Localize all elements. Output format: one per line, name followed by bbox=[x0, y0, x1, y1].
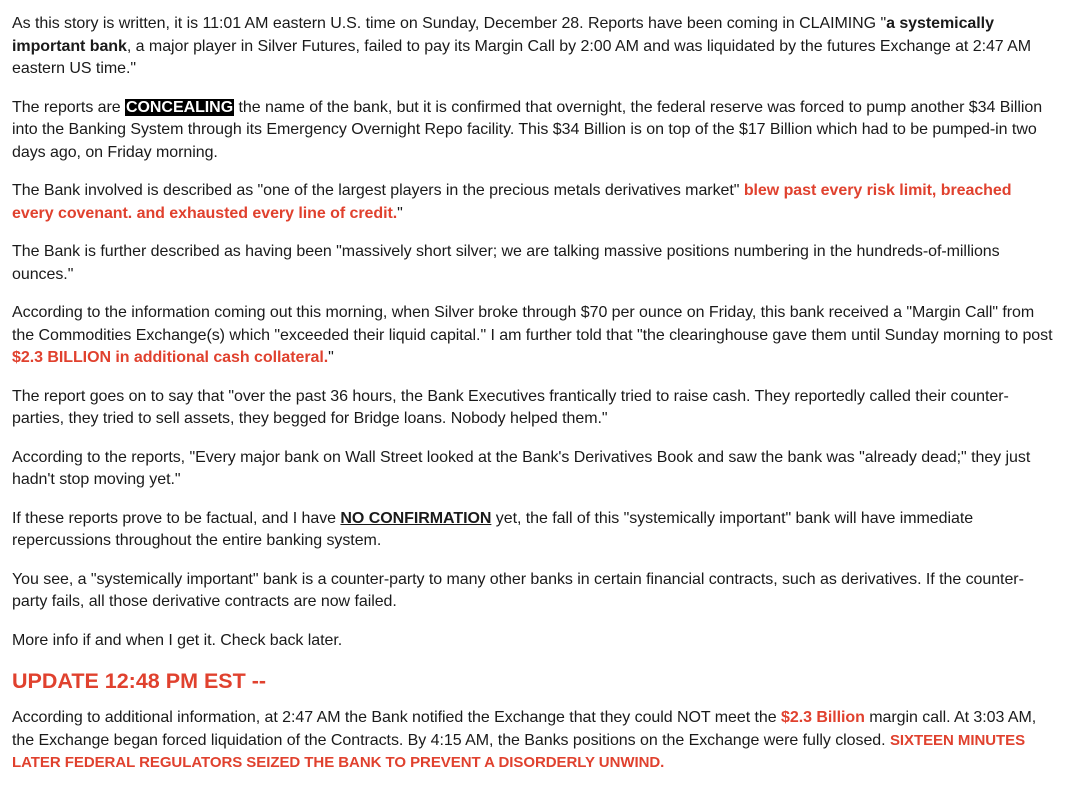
paragraph-concealing bbox=[12, 97, 1056, 165]
paragraph-counter-party: You see, a "systemically important" bank is a counter-party to many other banks in certain financial contracts, such as derivatives. If the counter-party fails, all those derivative contracts are now failed. bbox=[12, 570, 1024, 610]
paragraph-text: " bbox=[328, 349, 334, 366]
paragraph-update bbox=[12, 707, 1056, 775]
paragraph-short-silver: The Bank is further described as having been "massively short silver; we are talking massive positions numbering in the hundreds-of-millions ounces." bbox=[12, 243, 1000, 283]
paragraph-margin-call bbox=[12, 302, 1056, 370]
emphasis-bold: a systemically important bank bbox=[12, 15, 994, 55]
paragraph-bank-involved bbox=[12, 180, 1056, 225]
highlight-inverse: CONCEALING bbox=[126, 98, 234, 116]
paragraph-no-confirmation bbox=[12, 508, 1056, 553]
emphasis-red: $2.3 BILLION in additional cash collateral. bbox=[12, 349, 329, 366]
paragraph-text: As this story is written, it is 11:01 AM eastern U.S. time on Sunday, December 28. Reports have been coming in CLAIMING " bbox=[12, 15, 887, 32]
paragraph-text: The reports are bbox=[12, 98, 126, 116]
paragraph-wall-street: According to the reports, "Every major bank on Wall Street looked at the Bank's Derivatives Book and saw the bank was "already dead;" they just hadn't stop moving yet." bbox=[12, 448, 1031, 488]
paragraph-text: " bbox=[397, 204, 403, 222]
paragraph-text: margin call. At 3:03 AM, the Exchange began forced liquidation of the Contracts. By 4:15 AM, the Banks positions on the Exchange were fully closed. bbox=[12, 709, 1037, 749]
paragraph-more-info: More info if and when I get it. Check back later. bbox=[12, 631, 343, 649]
emphasis-red-caps: SIXTEEN MINUTES LATER FEDERAL REGULATORS SEIZED THE BANK TO PREVENT A DISORDERLY UNWIND. bbox=[12, 731, 1026, 771]
paragraph-intro bbox=[12, 13, 1056, 81]
emphasis-underline: NO CONFIRMATION bbox=[340, 509, 492, 527]
paragraph-text: According to additional information, at 2:47 AM the Bank notified the Exchange that they could NOT meet the bbox=[12, 709, 781, 726]
paragraph-text: According to the information coming out this morning, when Silver broke through $70 per ounce on Friday, this bank received a "Margin Call" from the Commodities Exchange(s) which "exceeded their liquid capital." I am further told that "the clearinghouse gave them until Sunday morning to post bbox=[12, 304, 1053, 344]
paragraph-raise-cash: The report goes on to say that "over the past 36 hours, the Bank Executives frantically tried to raise cash. They reportedly called their counter-parties, they tried to sell assets, they begged for Bridge loans. Nobody helped them." bbox=[12, 387, 1009, 427]
emphasis-red: $2.3 Billion bbox=[781, 709, 865, 726]
emphasis-red: blew past every risk limit, breached every covenant. and exhausted every line of credit. bbox=[12, 182, 1012, 222]
paragraph-text: If these reports prove to be factual, and I have bbox=[12, 509, 341, 527]
paragraph-text: The Bank involved is described as "one of the largest players in the precious metals derivatives market" bbox=[12, 182, 744, 199]
paragraph-text: , a major player in Silver Futures, failed to pay its Margin Call by 2:00 AM and was liquidated by the futures Exchange at 2:47 AM eastern US time." bbox=[12, 37, 1032, 77]
paragraph-text: yet, the fall of this "systemically important" bank will have immediate repercussions throughout the entire banking system. bbox=[12, 509, 974, 549]
update-heading: UPDATE 12:48 PM EST -- bbox=[12, 669, 267, 693]
paragraph-text: the name of the bank, but it is confirmed that overnight, the federal reserve was forced to pump another $34 Billion into the Banking System through its Emergency Overnight Repo facility. This $34 Billion is on top of the $17 Billion which had to be pumped-in two days ago, on Friday morning. bbox=[12, 98, 1043, 161]
